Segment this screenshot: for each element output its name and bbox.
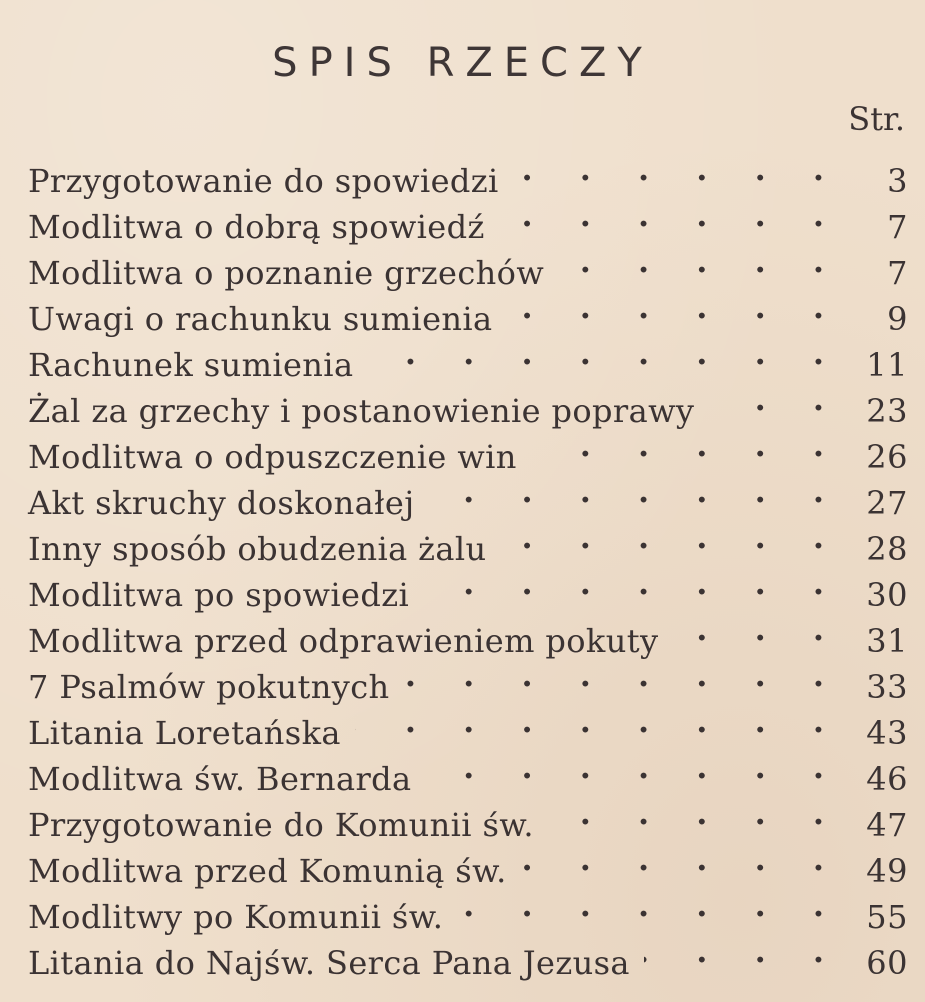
- toc-entry-page: 31: [866, 622, 908, 660]
- toc-entry-page: 47: [866, 806, 908, 844]
- toc-entry-page: 43: [866, 714, 908, 752]
- toc-entry-title: Modlitwa po spowiedzi: [28, 576, 410, 614]
- toc-entry-page: 46: [866, 760, 908, 798]
- toc-entry-page: 33: [866, 668, 908, 706]
- dot-leader: [531, 422, 842, 468]
- toc-entry-page: 3: [887, 162, 908, 200]
- toc-entry-title: Uwagi o rachunku sumienia: [28, 300, 493, 338]
- dot-leader: [404, 652, 842, 698]
- dot-leader: [513, 146, 842, 192]
- dot-leader: [558, 238, 842, 284]
- toc-entry-title: Rachunek sumienia: [28, 346, 354, 384]
- dot-leader: [708, 376, 842, 422]
- toc-entry-title: Inny sposób obudzenia żalu: [28, 530, 487, 568]
- toc-entry-title: Litania do Najśw. Serca Pana Jezusa: [28, 944, 630, 982]
- dot-leader: [499, 192, 842, 238]
- dot-leader: [644, 928, 842, 974]
- toc-entry-page: 7: [887, 254, 908, 292]
- toc-entry-title: Modlitwa św. Bernarda: [28, 760, 412, 798]
- dot-leader: [672, 606, 842, 652]
- toc-entry-title: Modlitwa przed Komunią św.: [28, 852, 507, 890]
- toc-entry-title: Modlitwa przed odprawieniem pokuty: [28, 622, 659, 660]
- toc-entry-title: Przygotowanie do Komunii św.: [28, 806, 534, 844]
- dot-leader: [423, 560, 842, 606]
- dot-leader: [457, 882, 842, 928]
- dot-leader: [548, 790, 842, 836]
- dot-leader: [426, 744, 842, 790]
- toc-entry-page: 11: [866, 346, 908, 384]
- toc-entry-page: 26: [866, 438, 908, 476]
- toc-entry-page: 49: [866, 852, 908, 890]
- toc-entry-title: 7 Psalmów pokutnych: [28, 668, 390, 706]
- toc-entry-title: Modlitwa o odpuszczenie win: [28, 438, 517, 476]
- page-title: SPIS RZECZY: [272, 40, 653, 86]
- toc-entry-title: Akt skruchy doskonałej: [28, 484, 415, 522]
- toc-entry-title: Modlitwy po Komunii św.: [28, 898, 444, 936]
- toc-entry-page: 9: [887, 300, 908, 338]
- toc-entry-page: 7: [887, 208, 908, 246]
- dot-leader: [521, 836, 842, 882]
- dot-leader: [355, 698, 842, 744]
- page-column-header: Str.: [848, 100, 905, 138]
- toc-entry-title: Modlitwa o poznanie grzechów: [28, 254, 545, 292]
- toc-entry-page: 27: [866, 484, 908, 522]
- dot-leader: [501, 514, 842, 560]
- table-of-contents: [28, 146, 908, 982]
- toc-entry-page: 30: [866, 576, 908, 614]
- toc-entry-page: 55: [866, 898, 908, 936]
- toc-entry-title: Modlitwa o dobrą spowiedź: [28, 208, 485, 246]
- toc-entry-title: Litania Loretańska: [28, 714, 341, 752]
- toc-entry-page: 28: [866, 530, 908, 568]
- toc-entry-title: Żal za grzechy i postanowienie poprawy: [28, 392, 695, 430]
- toc-entry-page: 23: [866, 392, 908, 430]
- dot-leader: [507, 284, 842, 330]
- toc-entry-page: 60: [866, 944, 908, 982]
- toc-entry-title: Przygotowanie do spowiedzi: [28, 162, 499, 200]
- dot-leader: [429, 468, 842, 514]
- dot-leader: [367, 330, 842, 376]
- toc-entry: [28, 146, 908, 200]
